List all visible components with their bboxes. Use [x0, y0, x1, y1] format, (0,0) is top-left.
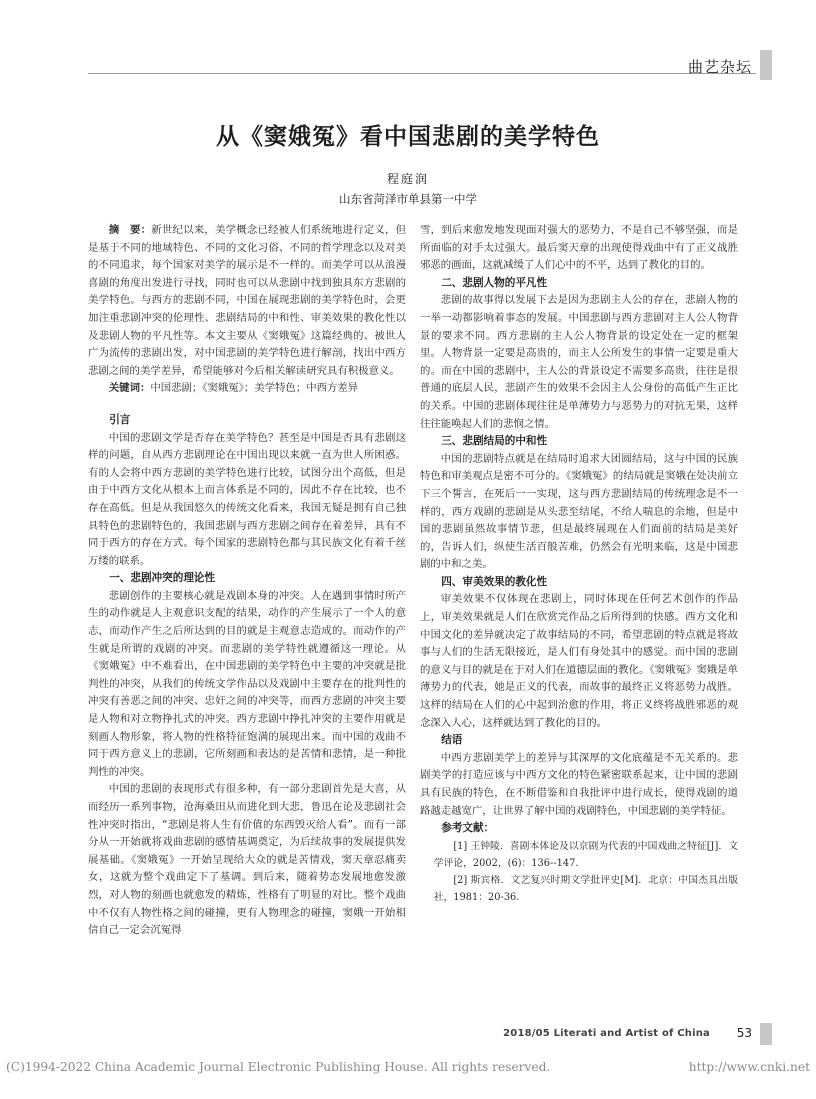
section-1-continued: 雪，到后来愈发地发现面对强大的恶势力，不是自己不够坚强，而是所面临的对手太过强大。最后窦天章的出现使得戏曲中有了正义战胜邪恶的画面，这就减缓了人们心中的不平，达到了教化的目的。 — [420, 224, 738, 272]
section-1-paragraph-2: 中国的悲剧的表现形式有很多种，有一部分悲剧首先是大喜，从而经历一系列事物，沧海桑田从而进化到大悲，鲁迅在论及悲剧社会性冲突时指出，“悲剧是将人生有价值的东西毁灭给人看”。而有一部分从一开始就将戏曲悲剧的感情基调奠定，为后续故事的发展提供发展基础。《窦娥冤》一开始呈现给大众的就是苦情戏，窦天章忍痛卖女，这就为整个戏曲定下了基调。到后来，随着势态发展地愈发激烈，对人物的刻画也就愈发的精炼，性格有了明显的对比。整个戏曲中不仅有人物性格之间的碰撞，更有人物理念的碰撞，窦娥一开始相信自己一定会沉冤得 — [88, 783, 406, 937]
author-affiliation: 山东省菏泽市单县第一中学 — [339, 192, 477, 206]
intro-heading: 引言 — [109, 413, 131, 426]
section-3-paragraph: 中国的悲剧特点就是在结局时追求大团圆结局，这与中国的民族特色和审美观点是密不可分的。《窦娥冤》的结局就是窦娥在处决前立下三个誓言，在死后一一实现，这与西方悲剧结局的传统理念是不一样的，西方戏剧的悲剧是从头悲至结尾，不给人喘息的余地，但是中国的悲剧虽然故事情节悲，但是最终展现在人们面前的结局是美好的，告诉人们，纵使生活百般苦难，仍然会有光明来临，这是中国悲剧的中和之美。 — [420, 452, 738, 571]
reference-2: [2] 斯宾格．文艺复兴时期文学批评史[M]．北京：中国杰具出版社，1981：20-36. — [433, 874, 738, 903]
article-title: 从《窦娥冤》看中国悲剧的美学特色 — [216, 124, 600, 150]
right-column — [420, 222, 738, 906]
conclusion-paragraph: 中西方悲剧美学上的差异与其深厚的文化底蕴是不无关系的。悲剧美学的打造应该与中西方文化的特色紧密联系起来，让中国的悲剧具有民族的特色，在不断借鉴和自我批评中进行成长，使得戏剧的道路越走越宽广，让世界了解中国的戏剧特色，中国悲剧的美学特征。 — [420, 751, 738, 817]
abstract — [88, 222, 406, 380]
section-4-heading: 四、审美效果的教化性 — [441, 575, 548, 588]
spacer — [88, 398, 406, 412]
abstract-text: 新世纪以来，美学概念已经被人们系统地进行定义，但是基于不同的地域特色、不同的文化习俗、不同的哲学理念以及对美的不同追求，每个国家对美学的展示是不一样的。而美学可以从浪漫喜剧的角度出发进行寻找，同时也可以从悲剧中找到独具东方悲剧的美学特色。与西方的悲剧不同，中国在展现悲剧的美学特色时，会更加注重悲剧冲突的伦理性、悲剧结局的中和性、审美效果的教化性以及悲剧人物的平凡性等。本文主要从《窦娥冤》这篇经典的、被世人广为流传的悲剧出发，对中国悲剧的美学特色进行解剖，找出中西方悲剧之间的美学差异，希望能够对今后相关解读研究具有积极意义。 — [88, 224, 407, 377]
section-3-heading: 三、悲剧结局的中和性 — [441, 435, 548, 448]
section-4-paragraph: 审美效果不仅体现在悲剧上，同时体现在任何艺术创作的作品上，审美效果就是人们在欣赏完作品之后所得到的快感。西方文化和中国文化的差异就决定了故事结局的不同，希望悲剧的特点就是将故事与人们的生活无限接近，是人们有身处其中的感觉。而中国的悲剧的意义与目的就是在于对人们在道德层面的教化。《窦娥冤》窦娥是单薄势力的代表，她是正义的代表，而故事的最终正义将恶势力战胜。这样的结局在人们的心中起到治愈的作用，将正义终将战胜邪恶的观念深入人心，这样就达到了教化的目的。 — [420, 593, 738, 729]
conclusion-heading: 结语 — [441, 734, 463, 747]
copyright-line — [6, 1060, 810, 1074]
journal-issue: 2018/05 Literati and Artist of China — [503, 1028, 710, 1039]
keywords-label: 关键词： — [108, 382, 151, 395]
header-rule — [88, 73, 756, 74]
left-column — [88, 222, 406, 940]
intro-paragraph: 中国的悲剧文学是否存在美学特色？甚至是中国是否具有悲剧这样的问题，自从西方悲剧理论在中国出现以来就一直为世人所困惑。有的人会将中西方悲剧的美学特色进行比较，试图分出个高低，但是由于中西方文化从根本上而言体系是不同的，因此不存在比较，也不存在高低。但是从我国悠久的传统文化看来，我国无疑是拥有自己独具特色的悲剧特色的，我国悲剧与西方悲剧之间存在着差异，具有不同于西方的存在方式。每个国家的悲剧特色都与其民族文化有着千丝万缕的联系。 — [88, 431, 406, 567]
keywords-text: 中国悲剧；《窦娥冤》；美学特色；中西方差异 — [150, 382, 359, 395]
page-number: 53 — [736, 1026, 752, 1040]
section-name: 曲艺杂坛 — [687, 58, 752, 76]
abstract-label: 摘 要： — [108, 224, 152, 236]
section-2-paragraph: 悲剧的故事得以发展下去是因为悲剧主人公的存在，悲剧人物的一举一动都影响着事态的发展。中国悲剧与西方悲剧对主人公人物背景的要求不同。西方悲剧的主人公人物背景的设定处在一定的框架里。人物背景一定要是高贵的，而主人公所发生的事情一定要是重大的。而在中国的悲剧中，主人公的背景设定不需要多高贵，往往是很普通的底层人民，悲剧产生的效果不会因主人公身份的高低产生正比的关系。中国的悲剧体现往往是单薄势力与恶势力的对抗无果，这样往往能唤起人们的悲悯之情。 — [420, 294, 738, 430]
cnki-link[interactable]: http://www.cnki.net — [688, 1060, 810, 1074]
header-accent-bar — [760, 50, 772, 80]
footer-accent-bar — [760, 1023, 772, 1045]
keywords — [88, 380, 406, 398]
reference-1: [1] 王钟陵．喜剧本体论及以京剧为代表的中国戏曲之特征[J]．文学评论，2002，(6)：136--147. — [433, 840, 738, 869]
section-1-paragraph-1: 悲剧创作的主要核心就是戏剧本身的冲突。人在遇到事情时所产生的动作就是人主观意识支配的结果，动作的产生展示了一个人的意志，而动作产生之后所达到的目的就是主观意志造成的。而动作的产生就是所谓的戏剧的冲突。而悲剧的美学特性就遵循这一理论。从《窦娥冤》中不难看出，在中国悲剧的美学特色中主要的冲突就是批判性的冲突，从我们的传统文学作品以及戏剧中主要存在的批判性的冲突有善恶之间的冲突、忠奸之间的冲突等，而西方悲剧的冲突主要是人物和对立物挣扎式的冲突。西方悲剧中挣扎冲突的主要作用就是刻画人物形象，将人物的性格特征饱满的展现出来。而中国的戏曲不同于西方意义上的悲剧，它所刻画和表达的是苦情和悲情，是一种批判性的冲突。 — [88, 589, 406, 778]
section-1-heading: 一、悲剧冲突的理论性 — [109, 572, 216, 585]
article-author: 程庭润 — [386, 172, 429, 186]
references-heading: 参考文献： — [441, 822, 495, 835]
section-2-heading: 二、悲剧人物的平凡性 — [441, 276, 548, 289]
copyright-text: (C)1994-2022 China Academic Journal Electronic Publishing House. All rights reserved. — [6, 1060, 551, 1074]
